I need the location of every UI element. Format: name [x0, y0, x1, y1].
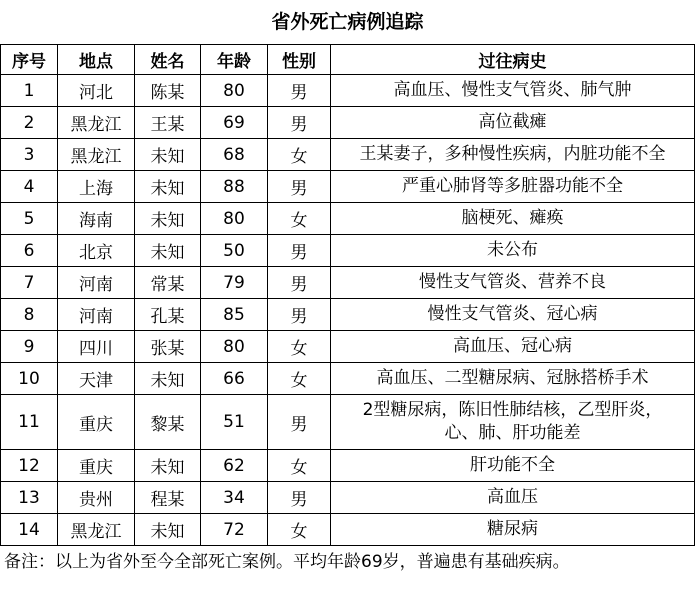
history-line: 王某妻子，多种慢性疾病，内脏功能不全: [359, 144, 666, 164]
cell-name: 陈某: [135, 75, 201, 107]
cell-age: 50: [201, 235, 268, 267]
cell-age: 66: [201, 363, 268, 395]
cell-history: [331, 395, 695, 450]
history-line: 严重心肺肾等多脏器功能不全: [402, 176, 623, 196]
cell-no: 14: [1, 514, 58, 546]
cell-name: 常某: [135, 267, 201, 299]
cell-place: 北京: [58, 235, 135, 267]
cell-sex: 男: [268, 267, 331, 299]
table-row: [1, 482, 695, 514]
cell-name: 未知: [135, 203, 201, 235]
cell-history: [331, 514, 695, 546]
cell-age: 34: [201, 482, 268, 514]
header-row: [1, 45, 695, 75]
cell-place: 河南: [58, 299, 135, 331]
cell-age: 72: [201, 514, 268, 546]
cell-no: 4: [1, 171, 58, 203]
sheet-title: 省外死亡病例追踪: [271, 11, 424, 33]
cell-place: 河北: [58, 75, 135, 107]
cell-name: 王某: [135, 107, 201, 139]
cell-place: 天津: [58, 363, 135, 395]
header-history: 过往病史: [331, 45, 695, 75]
cell-no: 12: [1, 450, 58, 482]
cell-sex: 女: [268, 450, 331, 482]
cell-history: [331, 107, 695, 139]
table-row: [1, 107, 695, 139]
table-row: [1, 363, 695, 395]
cell-no: 10: [1, 363, 58, 395]
cell-place: 贵州: [58, 482, 135, 514]
history-line: 慢性支气管炎、营养不良: [419, 272, 606, 292]
cell-no: 2: [1, 107, 58, 139]
table-row: [1, 139, 695, 171]
history-line: 高血压、慢性支气管炎、肺气肿: [393, 80, 632, 100]
cell-place: 海南: [58, 203, 135, 235]
cell-history: [331, 450, 695, 482]
cell-no: 5: [1, 203, 58, 235]
cell-history: [331, 171, 695, 203]
table-row: [1, 75, 695, 107]
cell-history: [331, 139, 695, 171]
cell-place: 河南: [58, 267, 135, 299]
cell-sex: 女: [268, 363, 331, 395]
cell-place: 四川: [58, 331, 135, 363]
history-line: 高血压: [487, 487, 538, 507]
cell-history: [331, 235, 695, 267]
table-row: [1, 514, 695, 546]
history-line: 高血压、二型糖尿病、冠脉搭桥手术: [376, 368, 649, 388]
table-row: [1, 450, 695, 482]
cell-history: [331, 299, 695, 331]
cell-history: [331, 75, 695, 107]
cell-age: 69: [201, 107, 268, 139]
cell-history: [331, 482, 695, 514]
table-row: [1, 395, 695, 450]
header-no: 序号: [1, 45, 58, 75]
cell-no: 9: [1, 331, 58, 363]
cell-sex: 女: [268, 514, 331, 546]
cell-sex: 男: [268, 395, 331, 450]
history-line: 高血压、冠心病: [453, 336, 572, 356]
cell-age: 79: [201, 267, 268, 299]
cell-age: 62: [201, 450, 268, 482]
cell-history: [331, 363, 695, 395]
cell-age: 80: [201, 203, 268, 235]
table-row: [1, 267, 695, 299]
history-line: 未公布: [487, 240, 538, 260]
history-line: 肝功能不全: [470, 455, 555, 475]
cell-age: 68: [201, 139, 268, 171]
cell-no: 7: [1, 267, 58, 299]
cell-history: [331, 331, 695, 363]
history-line: 高位截瘫: [478, 112, 547, 132]
header-name: 姓名: [135, 45, 201, 75]
cell-place: 重庆: [58, 450, 135, 482]
cell-sex: 男: [268, 482, 331, 514]
cell-no: 1: [1, 75, 58, 107]
cell-sex: 男: [268, 75, 331, 107]
cell-sex: 女: [268, 331, 331, 363]
cell-sex: 男: [268, 107, 331, 139]
cell-name: 未知: [135, 235, 201, 267]
case-table: [0, 44, 695, 546]
cell-age: 80: [201, 75, 268, 107]
table-row: [1, 203, 695, 235]
table-row: [1, 171, 695, 203]
cell-no: 8: [1, 299, 58, 331]
cell-place: 黑龙江: [58, 514, 135, 546]
cell-no: 11: [1, 395, 58, 450]
cell-name: 未知: [135, 450, 201, 482]
cell-age: 88: [201, 171, 268, 203]
history-line: 糖尿病: [487, 519, 538, 539]
history-line: 慢性支气管炎、冠心病: [427, 304, 598, 324]
cell-place: 黑龙江: [58, 139, 135, 171]
history-line: 脑梗死、瘫痪: [461, 208, 564, 228]
cell-name: 未知: [135, 171, 201, 203]
cell-history: [331, 203, 695, 235]
cell-sex: 女: [268, 203, 331, 235]
history-line: 心、肺、肝功能差: [444, 423, 581, 443]
cell-place: 重庆: [58, 395, 135, 450]
table-row: [1, 331, 695, 363]
cell-place: 黑龙江: [58, 107, 135, 139]
cell-name: 未知: [135, 139, 201, 171]
cell-age: 51: [201, 395, 268, 450]
cell-name: 黎某: [135, 395, 201, 450]
cell-no: 13: [1, 482, 58, 514]
header-age: 年龄: [201, 45, 268, 75]
cell-name: 孔某: [135, 299, 201, 331]
cell-sex: 男: [268, 235, 331, 267]
cell-sex: 女: [268, 139, 331, 171]
table-row: [1, 235, 695, 267]
case-table-body: [1, 75, 695, 546]
cell-name: 程某: [135, 482, 201, 514]
cell-age: 85: [201, 299, 268, 331]
cell-sex: 男: [268, 299, 331, 331]
cell-place: 上海: [58, 171, 135, 203]
cell-no: 3: [1, 139, 58, 171]
cell-name: 张某: [135, 331, 201, 363]
footnote: 备注：以上为省外至今全部死亡案例。平均年龄69岁，普遍患有基础疾病。: [4, 552, 570, 572]
header-sex: 性别: [268, 45, 331, 75]
cell-sex: 男: [268, 171, 331, 203]
cell-history: [331, 267, 695, 299]
cell-no: 6: [1, 235, 58, 267]
cell-name: 未知: [135, 363, 201, 395]
cell-name: 未知: [135, 514, 201, 546]
header-place: 地点: [58, 45, 135, 75]
table-row: [1, 299, 695, 331]
history-line: 2型糖尿病，陈旧性肺结核，乙型肝炎，: [362, 400, 663, 420]
cell-age: 80: [201, 331, 268, 363]
